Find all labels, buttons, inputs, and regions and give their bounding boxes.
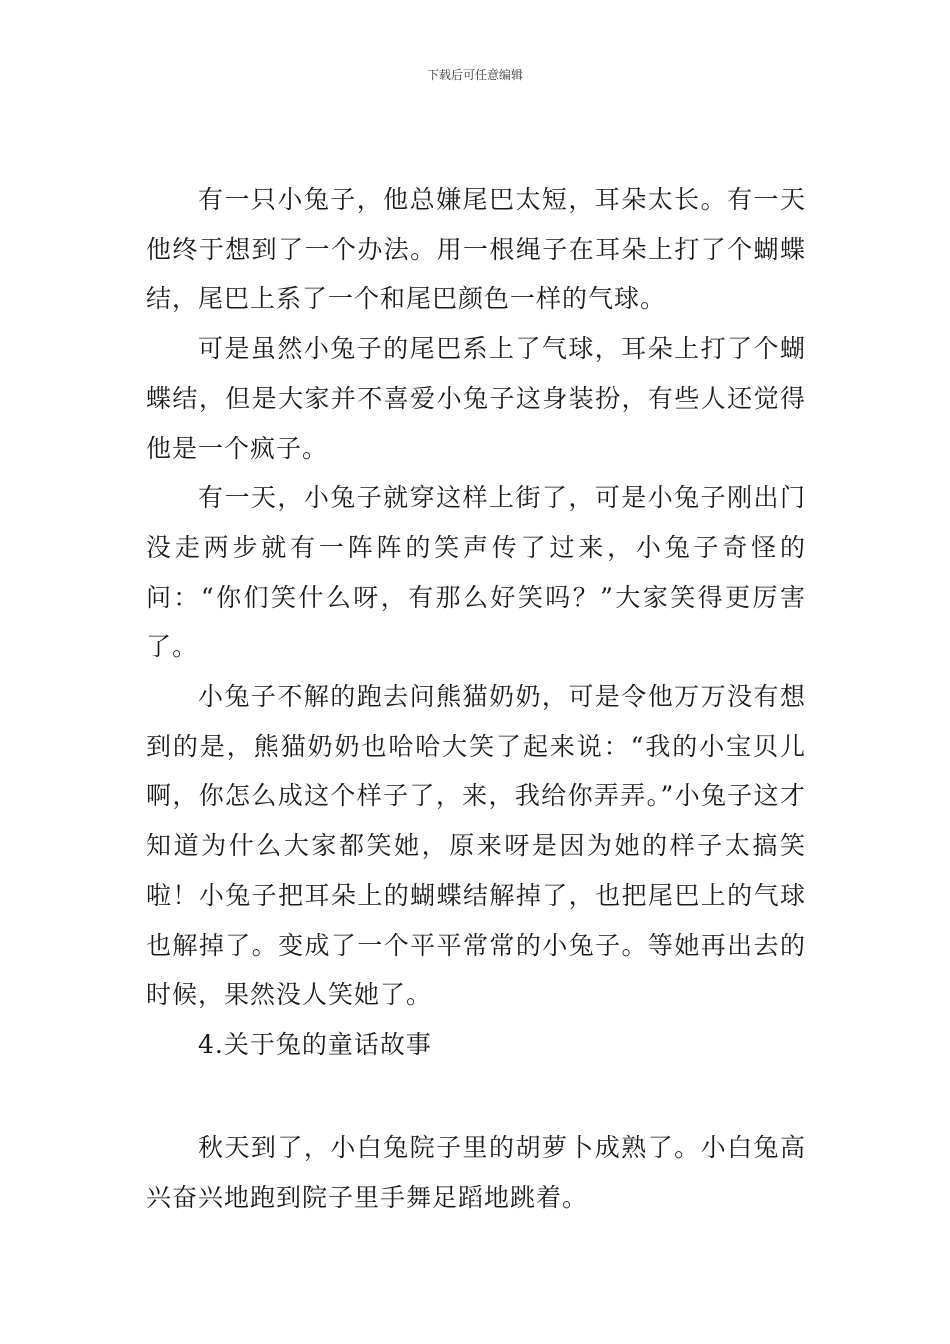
story-text-block: [146, 175, 806, 1070]
paragraph-5: 秋天到了，小白兔院子里的胡萝卜成熟了。小白兔高兴奋兴地跑到院子里手舞足蹈地跳着。: [146, 1133, 806, 1212]
story-text-block-2: [146, 1123, 806, 1222]
paragraph-1: 有一只小兔子，他总嫌尾巴太短，耳朵太长。有一天他终于想到了一个办法。用一根绳子在耳朵上打了个蝴蝶结，尾巴上系了一个和尾巴颜色一样的气球。: [146, 185, 806, 314]
page-header-note: 下载后可任意编辑: [426, 68, 523, 82]
section-heading: 4.关于兔的童话故事: [198, 1029, 432, 1059]
paragraph-3: 有一天，小兔子就穿这样上街了，可是小兔子刚出门没走两步就有一阵阵的笑声传了过来，小兔子奇怪的问：“你们笑什么呀，有那么好笑吗？”大家笑得更厉害了。: [146, 483, 806, 662]
paragraph-4: 小兔子不解的跑去问熊猫奶奶，可是令他万万没有想到的是，熊猫奶奶也哈哈大笑了起来说：“我的小宝贝儿啊，你怎么成这个样子了，来，我给你弄弄。”小兔子这才知道为什么大家都笑她，原来呀是因为她的样子太搞笑啦！小兔子把耳朵上的蝴蝶结解掉了，也把尾巴上的气球也解掉了。变成了一个平平常常的小兔子。等她再出去的时候，果然没人笑她了。: [146, 682, 806, 1010]
paragraph-2: 可是虽然小兔子的尾巴系上了气球，耳朵上打了个蝴蝶结，但是大家并不喜爱小兔子这身装扮，有些人还觉得他是一个疯子。: [146, 334, 806, 463]
